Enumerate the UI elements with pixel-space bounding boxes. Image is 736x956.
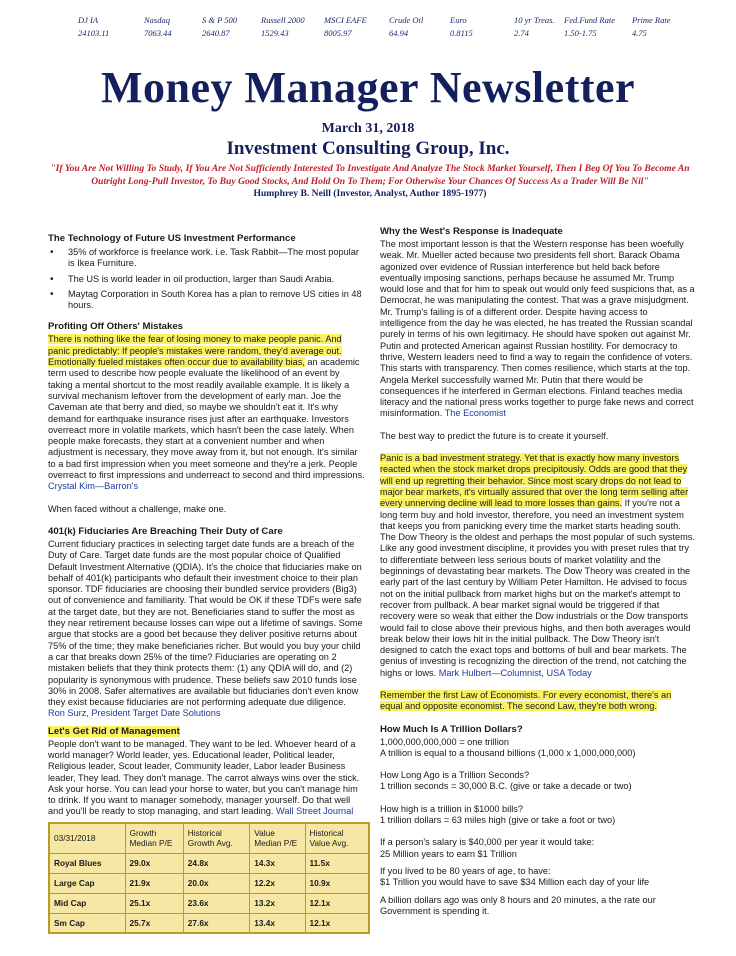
ticker-fedfund: Fed.Fund Rate 1.50-1.75 [564, 15, 615, 38]
list-item: • Maytag Corporation in South Korea has a plan to remove US cities in 48 hours. [48, 289, 366, 312]
tech-list [48, 247, 366, 311]
table-cell: 21.9x [125, 873, 183, 893]
market-ticker [78, 14, 718, 44]
economists-line: Remember the first Law of Economists. For every economist, there's an equal and opposite economist. The second Law, they're both wrong. [380, 689, 672, 712]
quote-author: Humphrey B. Neill (Investor, Analyst, Author 1895-1977) [253, 188, 487, 200]
table-cell: Sm Cap [49, 913, 125, 933]
table-cell: 12.1x [305, 913, 369, 933]
panic-highlight: Panic is a bad investment strategy. Yet that is exactly how many investors reacted when the stock market drops precipitously. Odds are good that they will end up regretting their behavior. Since most scary drops do not lead to major bear markets, it's virtually assured that over the long term selling after every unnerving decline will lead to more losses than gains. [380, 453, 689, 509]
table-header-row [49, 823, 369, 853]
trillion-last: A billion dollars ago was only 8 hours and 20 minutes, a the rate our Government is spending it. [380, 894, 656, 916]
table-cell: 20.0x [183, 873, 249, 893]
table-header-cell: Historical Value Avg. [305, 823, 369, 853]
managed-title: Let's Get Rid of Management [48, 725, 180, 737]
ticker-crude: Crude Oil 64.94 [389, 15, 424, 38]
table-row [49, 853, 369, 873]
ticker-prime: Prime Rate 4.75 [632, 15, 671, 38]
managed-source: Wall Street Journal [276, 806, 354, 817]
trillion-title: How Much Is A Trillion Dollars? [380, 723, 523, 735]
fiduciary-body: Current fiduciary practices in selecting target date funds are a breach of the Duty of Care. Target date funds are the most popular choice of Qualified Default Investment Alternative (QDIA). It's the choice that fiduciaries make on behalf of 401(k) participants who default their investment choice to their plan sponsor. TDF fiduciaries are choosing their bundled service providers (Big3) out of convenience and familiarity. That would be OK if these TDFs were safe at the target date, but they are not. Beneficiaries stand to suffer the most as they near retirement because losses can wipe out a lifetime of savings. Some argue that stocks are a good bet because they deliver positive returns about 75% of the time; they make beneficiaries richer. But would you buy your child a car that breaks down 25% of the time? Fiduciaries are operating on 2 mistaken beliefs that they think protects them: (1) any QDIA will do, and (2) popularity is synonymous with prudence. These beliefs saw 2010 funds lose 30% in 2008. Safer alternatives are available but fiduciaries don't even know they exist because fiduciaries are not performing adequate due diligence. [48, 538, 363, 708]
table-row [49, 913, 369, 933]
panic-source: Mark Hulbert—Columnist, USA Today [438, 667, 592, 678]
trillion-a3: 25 Million years to earn $1 Trillion [380, 848, 517, 859]
profit-source: Crystal Kim—Barron's [48, 481, 139, 492]
tech-title: The Technology of Future US Investment Performance [48, 233, 296, 244]
table-cell: 29.0x [125, 853, 183, 873]
ticker-sp500: S & P 500 2640.87 [202, 15, 238, 38]
fiduciary-source: Ron Surz, President Target Date Solutions [48, 708, 221, 719]
trillion-q3: If a person's salary is $40,000 per year it would take: [380, 837, 595, 848]
table-cell: Large Cap [49, 873, 125, 893]
company-name: Investment Consulting Group, Inc. [226, 138, 510, 159]
table-header-cell: Historical Growth Avg. [183, 823, 249, 853]
trillion-a1: 1 trillion seconds = 30,000 B.C. (give or take a decade or two) [380, 781, 632, 792]
list-item: • 35% of workforce is freelance work. i.e. Task Rabbit—The most popular is Ikea Furniture. [48, 247, 366, 270]
west-source: The Economist [444, 408, 506, 419]
profit-highlight: There is nothing like the fear of losing money to make people panic. And panic predictably: If people's mistakes were random, they'd average out. Emotionally fueled mistakes often occur due to availability bias, [48, 334, 342, 368]
table-row [49, 893, 369, 913]
table-cell: 11.5x [305, 853, 369, 873]
quote-text: "If You Are Not Willing To Study, If You Are Not Sufficiently Interested To Investigate And Analyze The Stock Market Yourself, Then I Beg Of You To Become An Outright Long-Pull Investor, To Buy Good Stocks, And Hold On To Them; For Otherwise Your Chances Of Success As a Trader Will Be Nil" [50, 163, 690, 187]
table-cell: 25.1x [125, 893, 183, 913]
list-item: • The US is world leader in oil production, larger than Saudi Arabia. [48, 274, 366, 285]
table-header-cell: Value Median P/E [250, 823, 305, 853]
ticker-msci: MSCI EAFE 8005.97 [324, 15, 367, 38]
ticker-treasury: 10 yr Treas. 2.74 [514, 15, 555, 38]
ticker-nasdaq: Nasdaq 7063.44 [144, 15, 172, 38]
table-cell: 13.4x [250, 913, 305, 933]
challenge-line: When faced without a challenge, make one. [48, 503, 227, 514]
table-header-cell: 03/31/2018 [49, 823, 125, 853]
table-cell: 24.8x [183, 853, 249, 873]
newsletter-title: Money Manager Newsletter [100, 63, 636, 112]
trillion-q4: If you lived to be 80 years of age, to have: [380, 865, 551, 876]
ticker-dj: DJ IA 24103.11 [78, 15, 110, 38]
table-cell: 23.6x [183, 893, 249, 913]
table-header-cell: Growth Median P/E [125, 823, 183, 853]
trillion-q2: How high is a trillion in $1000 bills? [380, 803, 523, 814]
panic-body: Panic is a bad investment strategy. Yet that is exactly how many investors reacted when the stock market drops precipitously. Odds are good that they will end up regretting their behavior. Since most scary drops do not lead to major bear markets, it's virtually assured that over the long term selling after every unnerving decline will lead to more losses than gains. If you're not a long term buy and hold investor, therefore, you need an investment system that keeps you from panicking every time the market starts heading south. The Dow Theory is the oldest and perhaps the most popular of such systems. Like any good investment discipline, it provides you with preset rules that try to differentiate between less serious bouts of market volatility and the beginnings of devastating bear markets. The Dow Theory was created in the early part of the last century by William Peter Hamilton. He advised to focus not on the initial pullback from market highs but on the market's attempt to recover from pullback. A bear market signal would be triggered if that recovery were so weak that either the Dow industrials or the Dow transports would fail to close above their previous highs, and then both averages would break below their lows hit in the initial pullback. The Dow Theory isn't designed to catch the exact tops and bottoms of bull and bear markets. The genius of investing is recognizing the direction of the trend, not catching the highs or lows. Mark Hulbert—Columnist, USA Today [380, 453, 695, 678]
ticker-russell: Russell 2000 1529.43 [261, 15, 305, 38]
table-cell: Mid Cap [49, 893, 125, 913]
table-cell: Royal Blues [49, 853, 125, 873]
managed-body: People don't want to be managed. They want to be led. Whoever heard of a world manager? World leader, yes. Educational leader, Political leader, Religious leader, Scout leader, Community leader, Labor leader Business leader, They lead. They don't manage. The carrot always wins over the stick. Ask your horse. You can lead your horse to water, but you can't manage him to drink. If you want to manager somebody, manager yourself. Do that well and you'll be ready to stop managing, and start leading. Wall Street Journal [48, 738, 360, 817]
trillion-line: A trillion is equal to a thousand billions (1,000 x 1,000,000,000) [380, 747, 636, 758]
table-cell: 10.9x [305, 873, 369, 893]
table-cell: 25.7x [125, 913, 183, 933]
ticker-euro: Euro 0.8115 [450, 15, 473, 38]
trillion-a2: 1 trillion dollars = 63 miles high (give or take a foot or two) [380, 815, 616, 826]
west-body: The most important lesson is that the Western response has been woefully weak. Mr. Mueller acted because two presidents fell short. Barack Obama agonized over evidence of Russian interference but held back before eventually imposing sanctions, perhaps because he assumed Mr. Trump would lose and that for him to speak out would only feed suspicions that, as a Democrat, he was manipulating the contest. That was a grave misjudgment. Mr. Trump's failing is of a different order. Despite having access to intelligence from the day he was elected, he has treated the Russian scandal purely in terms of his own legitimacy. He should have spoken out against Mr. Putin and protected American against Russian hostility. For democracy to thrive, Western leaders need to find a way to regain the confidence of voters. This starts with transparency. Then comes resilience, which starts at the top. Angela Merkel successfully warned Mr. Putin that there would be consequences if he interfered in German elections. Finland teaches media literacy and the national press works together to purge fake news and correct misinformation. The Economist [380, 239, 695, 419]
table-cell: 13.2x [250, 893, 305, 913]
table-row [49, 873, 369, 893]
profit-title: Profiting Off Others' Mistakes [48, 321, 184, 333]
header-quote [40, 163, 700, 201]
issue-date: March 31, 2018 [321, 121, 415, 136]
left-column [48, 233, 366, 818]
table-cell: 12.2x [250, 873, 305, 893]
valuation-table [48, 822, 370, 934]
table-cell: 12.1x [305, 893, 369, 913]
fiduciary-title: 401(k) Fiduciaries Are Breaching Their Duty of Care [48, 525, 283, 537]
trillion-a4: $1 Trillion you would have to save $34 Million each day of your life [380, 877, 650, 888]
predict-line: The best way to predict the future is to create it yourself. [380, 430, 609, 441]
right-column [380, 226, 696, 917]
trillion-q1: How Long Ago is a Trillion Seconds? [380, 770, 530, 781]
west-title: Why the West's Response is Inadequate [380, 226, 563, 237]
table-cell: 27.6x [183, 913, 249, 933]
trillion-line: 1,000,000,000,000 = one trillion [380, 736, 509, 747]
profit-body: There is nothing like the fear of losing money to make people panic. And panic predictably: If people's mistakes were random, they'd average out. Emotionally fueled mistakes often occur due to availability bias, an academic term used to describe how people evaluate the likelihood of an event by taking a mental shortcut to the most readily available example. It is likely a survival mechanism leftover from the development of early man. Joe the Caveman ate that berry and died, so maybe we shouldn't eat it. It's why demand for earthquake insurance rises just after an earthquake. Investors overreact more in volatile markets, which hasn't been the case lately. When people make forecasts, they start at a convenient number and when adjustment is necessary, they move away from it, but not enough. It's similar to a bad first impression when you meet someone and they're a jerk. People overreact to first impressions and underreact to second and third impressions. Crystal Kim—Barron's [48, 334, 365, 492]
table-cell: 14.3x [250, 853, 305, 873]
